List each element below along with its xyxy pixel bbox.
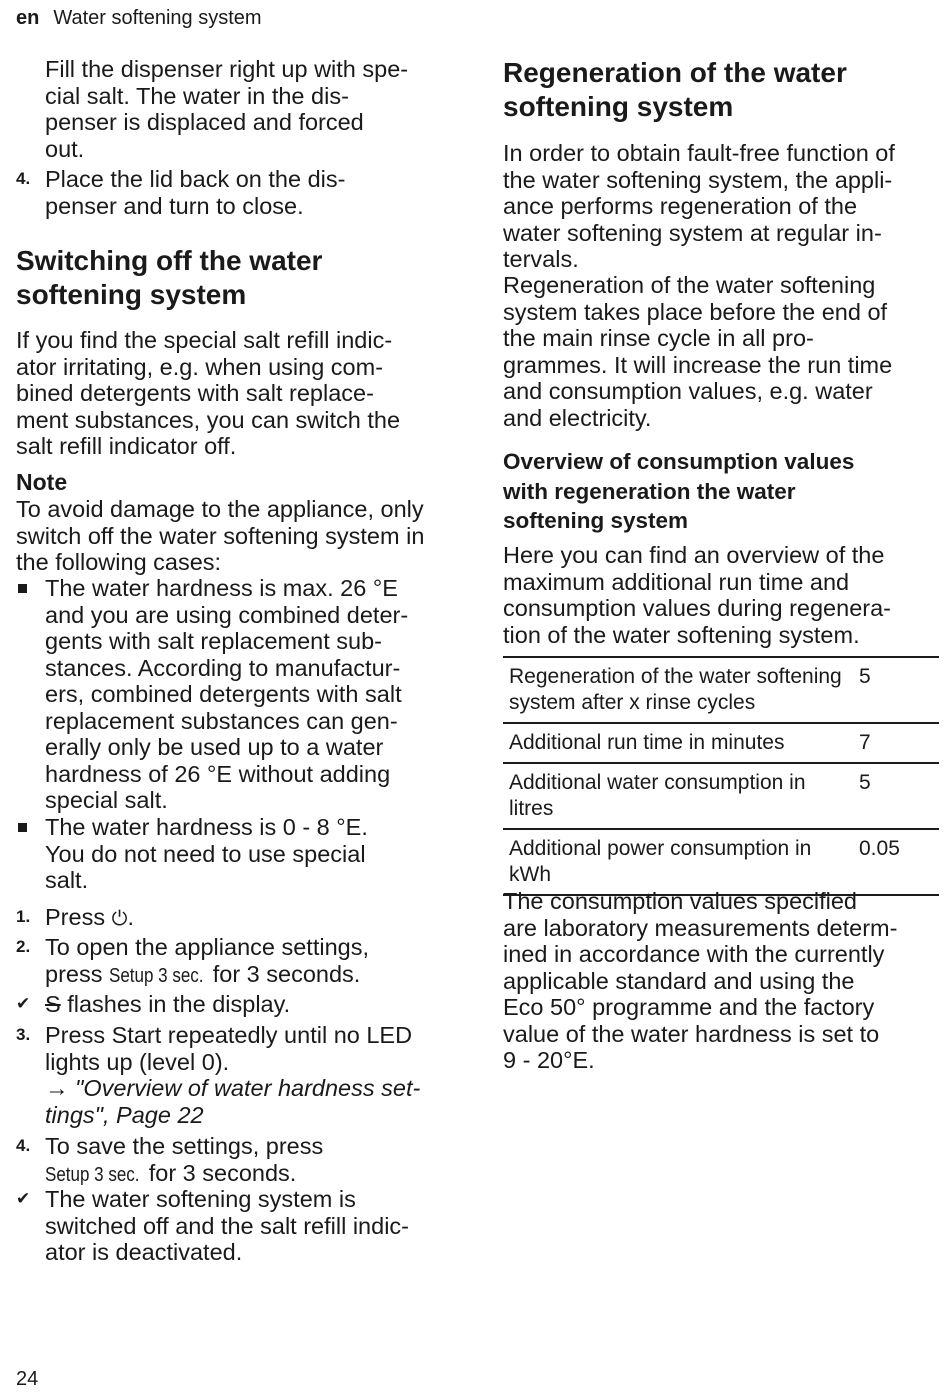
consumption-table-wrapper (503, 656, 939, 896)
step-text-end: . (127, 904, 134, 930)
setup-button-label: Setup 3 sec. (45, 1163, 140, 1186)
result-flashes (16, 991, 456, 1018)
regeneration-paragraph-1: In order to obtain fault-free function of the water softening system, the appli- ance performs regeneration of the water softening system at regular in- tervals. (503, 140, 895, 272)
result-switched-off (16, 1186, 456, 1266)
step-text-end: for 3 seconds. (206, 960, 361, 987)
consumption-table (503, 656, 939, 896)
section-heading-switch-off: Switching off the water softening system (16, 245, 323, 310)
salt-symbol-icon: S (45, 991, 61, 1017)
note-heading: Note (16, 469, 68, 495)
switch-off-paragraph: If you find the special salt refill indic- ator irritating, e.g. when using com- bined detergents with salt replace- ment substances, you can switch the salt refill indicator off. (16, 327, 401, 459)
subheading-overview: Overview of consumption values with regeneration the water softening system (503, 449, 855, 533)
table-row (503, 657, 939, 723)
page-number: 24 (16, 1368, 39, 1390)
step-text: To open the appliance settings, (45, 934, 370, 960)
cross-reference-link[interactable]: → "Overview of water hardness set- tings", Page 22 (45, 1075, 421, 1128)
step-text: Press (45, 904, 112, 930)
page-header (16, 6, 262, 30)
table-cell-label: Additional run time in minutes (503, 723, 849, 763)
table-row (503, 763, 939, 829)
regeneration-paragraph-2: Regeneration of the water softening system takes place before the end of the main rinse cycle in all pro- grammes. It will increase the run time and consumption values, e.g. water and electricity. (503, 272, 893, 431)
step-4-save (16, 1133, 456, 1188)
step-text: Place the lid back on the dis- penser and turn to close. (45, 166, 346, 219)
result-text: The water softening system is switched off and the salt refill indic- ator is deactivated. (45, 1186, 409, 1265)
step-text-end: repeatedly until no LED lights up (level 0). (45, 1022, 413, 1075)
bullet-item (16, 814, 456, 894)
table-cell-value: 5 (849, 763, 939, 829)
section-heading-regeneration: Regeneration of the water softening system (503, 57, 847, 122)
table-cell-label: Additional water consumption in litres (503, 763, 849, 829)
step-text: press (45, 960, 109, 987)
table-cell-label: Additional power consumption in kWh (503, 829, 849, 895)
check-icon: ✔ (16, 1189, 31, 1209)
bullet-item (16, 575, 456, 814)
step-number: 3. (16, 1025, 31, 1044)
step-4-dispenser (16, 166, 456, 219)
bullet-text: The water hardness is 0 - 8 °E. You do not need to use special salt. (45, 814, 368, 893)
step-number: 4. (16, 1136, 31, 1155)
power-icon: ⏻ (111, 906, 128, 930)
table-cell-label: Regeneration of the water softening system after x rinse cycles (503, 657, 849, 723)
step-number: 1. (16, 907, 31, 926)
table-cell-value: 7 (849, 723, 939, 763)
step-1-power (16, 904, 456, 932)
step-number: 2. (16, 937, 31, 956)
step-text-end: for 3 seconds. (142, 1159, 297, 1186)
table-cell-value: 5 (849, 657, 939, 723)
table-cell-value: 0.05 (849, 829, 939, 895)
bullet-text: The water hardness is max. 26 °E and you are using combined deter- gents with salt replacement sub- stances. According to manufactur- ers, combined detergents with salt replacement substances can gen- erally only be used up to a water hardness of 26 °E without adding special salt. (45, 575, 409, 813)
setup-button-label: Setup 3 sec. (109, 964, 204, 987)
step-text: To save the settings, press (45, 1133, 324, 1159)
step-text: Press (45, 1022, 112, 1048)
note-paragraph: To avoid damage to the appliance, only switch off the water softening system in the following cases: (16, 496, 425, 575)
language-code: en (16, 7, 40, 29)
consumption-note-paragraph: The consumption values specified are laboratory measurements determ- ined in accordance with the currently applicable standard and using the Eco 50° programme and the factory value of the water hardness is set to 9 - 20°E. (503, 888, 898, 1073)
check-icon: ✔ (16, 994, 31, 1014)
step-number: 4. (16, 169, 31, 188)
header-title: Water softening system (53, 7, 262, 29)
bullet-square-icon (18, 823, 27, 832)
step-3-start (16, 1022, 456, 1128)
start-button-label: Start (111, 1022, 162, 1048)
bullet-square-icon (18, 584, 27, 593)
result-text: flashes in the display. (60, 991, 291, 1017)
intro-paragraph: Fill the dispenser right up with spe- cial salt. The water in the dis- penser is displaced and forced out. (45, 56, 409, 162)
step-2-open-settings (16, 934, 456, 989)
overview-paragraph: Here you can find an overview of the maximum additional run time and consumption values during regenera- tion of the water softening system. (503, 542, 891, 648)
table-row (503, 829, 939, 895)
table-row (503, 723, 939, 763)
